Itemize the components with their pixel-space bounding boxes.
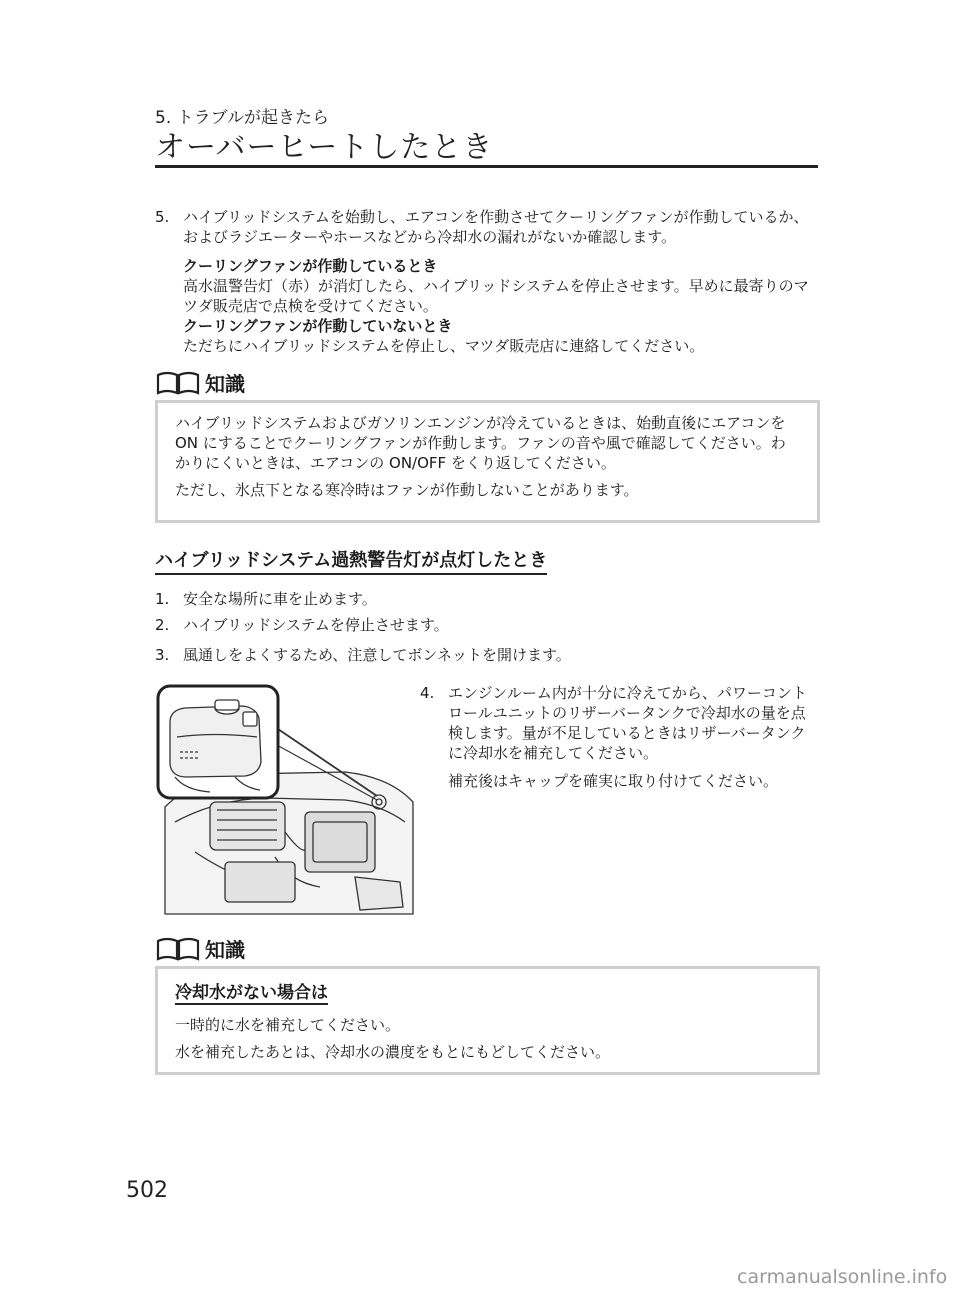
step-3: [155, 645, 820, 665]
knowledge-heading: [155, 934, 245, 963]
step-4: [420, 683, 820, 763]
engine-bay-illustration: [155, 682, 417, 916]
chapter-label: 5. トラブルが起きたら: [155, 108, 329, 128]
step-1: [155, 589, 820, 609]
knowledge-paragraph: ただし、氷点下となる寒冷時はファンが作動しないことがあります。: [175, 481, 639, 499]
knowledge-subheading: 冷却水がない場合は: [175, 983, 328, 1003]
section-heading: ハイブリッドシステム過熱警告灯が点灯したとき: [155, 546, 547, 575]
knowledge-heading: [155, 368, 245, 397]
book-icon: [155, 370, 201, 396]
knowledge-box: [155, 966, 820, 1075]
case-fan-running-body: 高水温警告灯（赤）が消灯したら、ハイブリッドシステムを停止させます。早めに最寄りのマツダ販売店で点検を受けてください。: [183, 277, 809, 315]
watermark: carmanualsonline.info: [737, 1266, 948, 1288]
reservoir-tank-diagram: [155, 682, 417, 916]
case-fan-running-heading: クーリングファンが作動しているとき: [183, 257, 438, 275]
knowledge-paragraph: 一時的に水を補充してください。: [175, 1016, 401, 1034]
book-icon: [155, 936, 201, 962]
knowledge-box: [155, 400, 820, 523]
step-text: 風通しをよくするため、注意してボンネットを開けます。: [183, 646, 571, 664]
step-number: 2.: [155, 616, 170, 634]
knowledge-label: 知識: [205, 938, 245, 962]
step-number: 1.: [155, 590, 170, 608]
case-fan-stopped-body: ただちにハイブリッドシステムを停止し、マツダ販売店に連絡してください。: [183, 337, 705, 355]
page-title: オーバーヒートしたとき: [155, 130, 494, 165]
step-text: ハイブリッドシステムを始動し、エアコンを作動させてクーリングファンが作動しているか、およびラジエーターやホースなどから冷却水の漏れがないか確認します。: [183, 208, 809, 246]
step-text: ハイブリッドシステムを停止させます。: [183, 616, 449, 634]
step-number: 4.: [420, 684, 435, 702]
step-5: [155, 207, 820, 247]
step-number: 3.: [155, 646, 170, 664]
knowledge-label: 知識: [205, 372, 245, 396]
case-block: [183, 256, 820, 356]
step-4-note: 補充後はキャップを確実に取り付けてください。: [448, 772, 779, 790]
knowledge-paragraph: 水を補充したあとは、冷却水の濃度をもとにもどしてください。: [175, 1043, 611, 1061]
title-divider: [155, 165, 818, 168]
step-text: エンジンルーム内が十分に冷えてから、パワーコントロールユニットのリザーバータンクで冷却水の量を点検します。量が不足しているときはリザーバータンクに冷却水を補充してください。: [448, 684, 807, 762]
step-number: 5.: [155, 208, 170, 226]
knowledge-paragraph: ハイブリッドシステムおよびガソリンエンジンが冷えているときは、始動直後にエアコンを ON にすることでクーリングファンが作動します。ファンの音や風で確認してください。わかりにくいときは、エアコンの ON/OFF をくり返してください。: [175, 414, 786, 472]
page-number: 502: [126, 1178, 168, 1203]
step-text: 安全な場所に車を止めます。: [183, 590, 377, 608]
step-2: [155, 615, 820, 635]
case-fan-stopped-heading: クーリングファンが作動していないとき: [183, 317, 453, 335]
